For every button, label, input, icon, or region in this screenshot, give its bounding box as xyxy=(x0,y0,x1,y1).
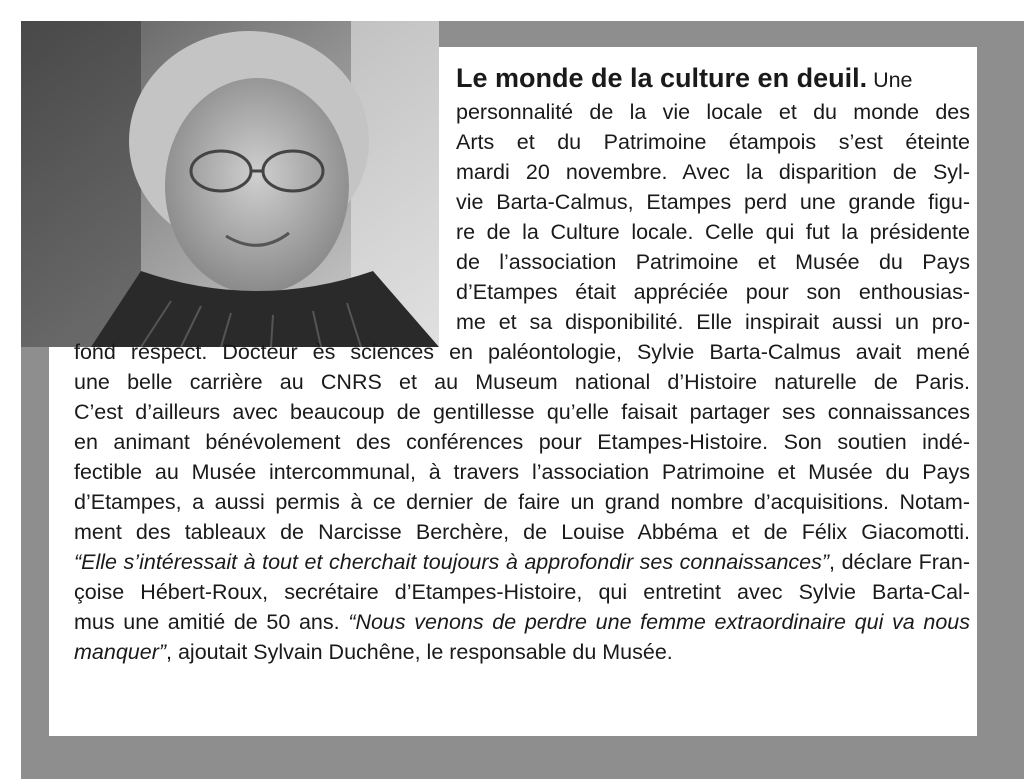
portrait-photo xyxy=(21,21,439,347)
text-line-f4: en animant bénévolement des conférences pour Etampes-Histoire. Son soutien indé- xyxy=(74,430,970,454)
portrait-image xyxy=(21,21,439,347)
text-line-f9: çoise Hébert-Roux, secrétaire d’Etampes-Histoire, qui entretint avec Sylvie Barta-Cal- xyxy=(74,580,970,604)
text-line-r3: mardi 20 novembre. Avec la disparition de Syl- xyxy=(456,160,970,184)
quote-1-after: , déclare Fran- xyxy=(829,550,970,574)
line-before-quote-2: mus une amitié de 50 ans. xyxy=(74,610,340,634)
text-line-f5: fectible au Musée intercommunal, à travers l’association Patrimoine et Musée du Pays xyxy=(74,460,970,484)
text-line-r5: re de la Culture locale. Celle qui fut la présidente xyxy=(456,220,970,244)
text-line-r7: d’Etampes était appréciée pour son enthousias- xyxy=(456,280,970,304)
text-line-f6: d’Etampes, a aussi permis à ce dernier de faire un grand nombre d’acquisitions. Notam- xyxy=(74,490,970,514)
quote1-line xyxy=(74,552,970,574)
quote-2-part-1: “Nous venons de perdre une femme extraordinaire qui va nous xyxy=(348,610,970,634)
quote2-line xyxy=(74,612,970,634)
text-line-r8: me et sa disponibilité. Elle inspirait aussi un pro- xyxy=(456,310,970,334)
text-line-r6: de l’association Patrimoine et Musée du Pays xyxy=(456,250,970,274)
text-line-f1: fond respect. Docteur ès sciences en paléontologie, Sylvie Barta-Calmus avait mené xyxy=(74,340,970,364)
text-line-r1: personnalité de la vie locale et du monde des xyxy=(456,100,970,124)
text-line-f7: ment des tableaux de Narcisse Berchère, de Louise Abbéma et de Félix Giacomotti. xyxy=(74,520,970,544)
headline-line xyxy=(456,65,970,92)
text-line-f2: une belle carrière au CNRS et au Museum national d’Histoire naturelle de Paris. xyxy=(74,370,970,394)
text-line-r2: Arts et du Patrimoine étampois s’est éteinte xyxy=(456,130,970,154)
text-line-f3: C’est d’ailleurs avec beaucoup de gentillesse qu’elle faisait partager ses connaissances xyxy=(74,400,970,424)
headline-rest: Une xyxy=(873,68,913,92)
quote-1: “Elle s’intéressait à tout et cherchait toujours à approfondir ses connaissances” xyxy=(74,550,830,574)
text-line-r4: vie Barta-Calmus, Etampes perd une grande figu- xyxy=(456,190,970,214)
closing-line xyxy=(74,642,673,664)
headline: Le monde de la culture en deuil. xyxy=(456,63,868,93)
quote-2-part-2: manquer” xyxy=(74,640,167,664)
closing-text: , ajoutait Sylvain Duchêne, le responsable du Musée. xyxy=(166,640,673,664)
